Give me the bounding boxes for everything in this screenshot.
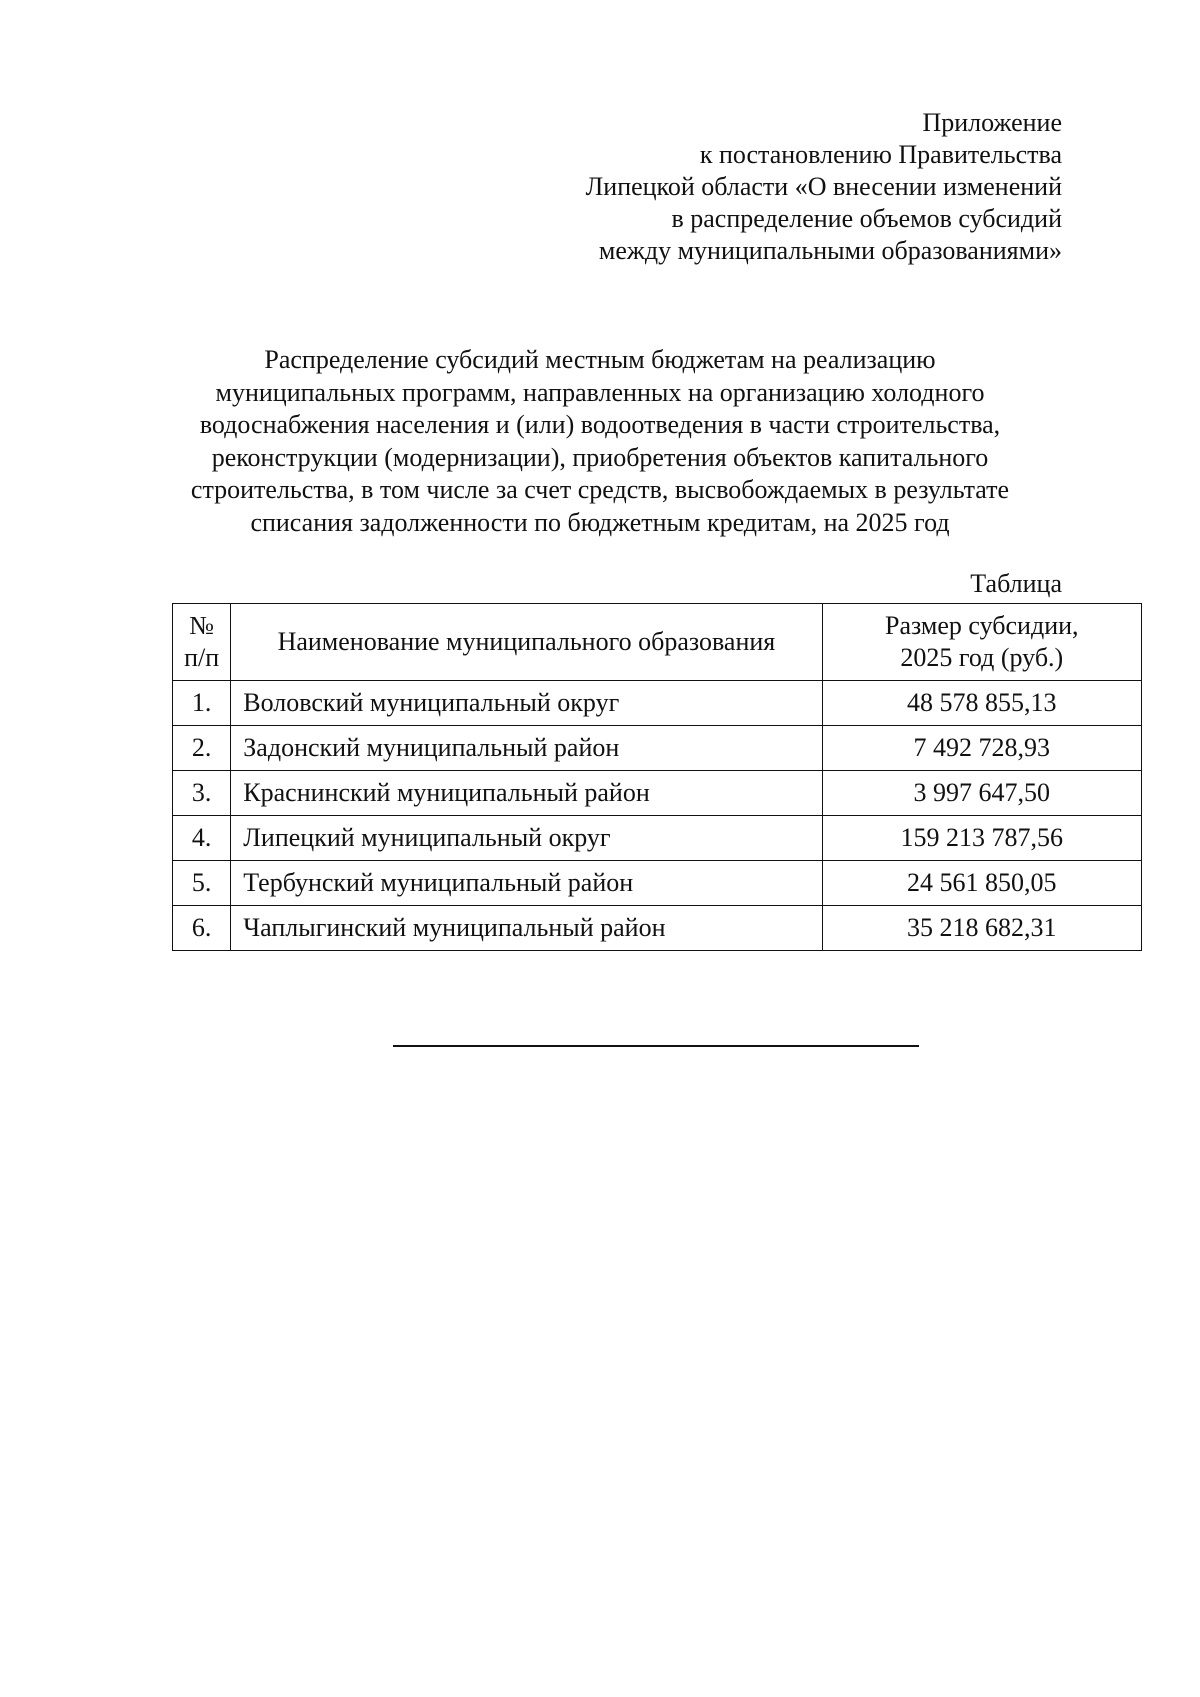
annex-line: между муниципальными образованиями» <box>598 236 1062 265</box>
subsidy-table <box>172 603 1142 951</box>
table-row <box>173 726 1142 771</box>
row-name: Задонский муниципальный район <box>231 726 822 771</box>
table-row <box>173 906 1142 951</box>
annex-line: к постановлению Правительства <box>699 140 1062 169</box>
row-amount: 3 997 647,50 <box>822 771 1141 816</box>
row-number: 5. <box>173 861 231 906</box>
annex-line: Приложение <box>922 108 1062 137</box>
header-amount-line1: Размер субсидии, <box>885 611 1079 640</box>
row-amount: 48 578 855,13 <box>822 681 1141 726</box>
row-number: 2. <box>173 726 231 771</box>
row-amount: 159 213 787,56 <box>822 816 1141 861</box>
title-line: водоснабжения населения и (или) водоотведения в части строительства, <box>199 410 1001 439</box>
annex-line: в распределение объемов субсидий <box>671 204 1062 233</box>
row-name: Чаплыгинский муниципальный район <box>231 906 822 951</box>
end-divider-line <box>393 1045 919 1047</box>
table-row <box>173 771 1142 816</box>
table-row <box>173 816 1142 861</box>
table-row <box>173 681 1142 726</box>
header-number-line2: п/п <box>184 643 220 672</box>
annex-line: Липецкой области «О внесении изменений <box>585 172 1062 201</box>
row-name: Тербунский муниципальный район <box>231 861 822 906</box>
header-number-line1: № <box>189 611 215 640</box>
row-number: 1. <box>173 681 231 726</box>
table-row <box>173 861 1142 906</box>
row-name: Воловский муниципальный округ <box>231 681 822 726</box>
title-line: строительства, в том числе за счет средств, высвобождаемых в результате <box>190 475 1010 504</box>
header-amount <box>822 604 1141 681</box>
header-name: Наименование муниципального образования <box>231 604 822 681</box>
title-line: муниципальных программ, направленных на организацию холодного <box>215 377 985 407</box>
table-header-row <box>173 604 1142 681</box>
row-amount: 35 218 682,31 <box>822 906 1141 951</box>
title-line: реконструкции (модернизации), приобретения объектов капитального <box>211 442 989 472</box>
document-title <box>150 344 1050 539</box>
title-line: списания задолженности по бюджетным кредитам, на 2025 год <box>250 507 950 537</box>
row-number: 3. <box>173 771 231 816</box>
row-amount: 24 561 850,05 <box>822 861 1141 906</box>
row-amount: 7 492 728,93 <box>822 726 1141 771</box>
annex-header <box>362 107 1062 267</box>
row-name: Липецкий муниципальный округ <box>231 816 822 861</box>
row-name: Краснинский муниципальный район <box>231 771 822 816</box>
header-number <box>173 604 231 681</box>
title-line: Распределение субсидий местным бюджетам на реализацию <box>264 345 936 374</box>
table-caption: Таблица <box>970 569 1062 598</box>
header-amount-line2: 2025 год (руб.) <box>900 643 1064 672</box>
row-number: 4. <box>173 816 231 861</box>
row-number: 6. <box>173 906 231 951</box>
